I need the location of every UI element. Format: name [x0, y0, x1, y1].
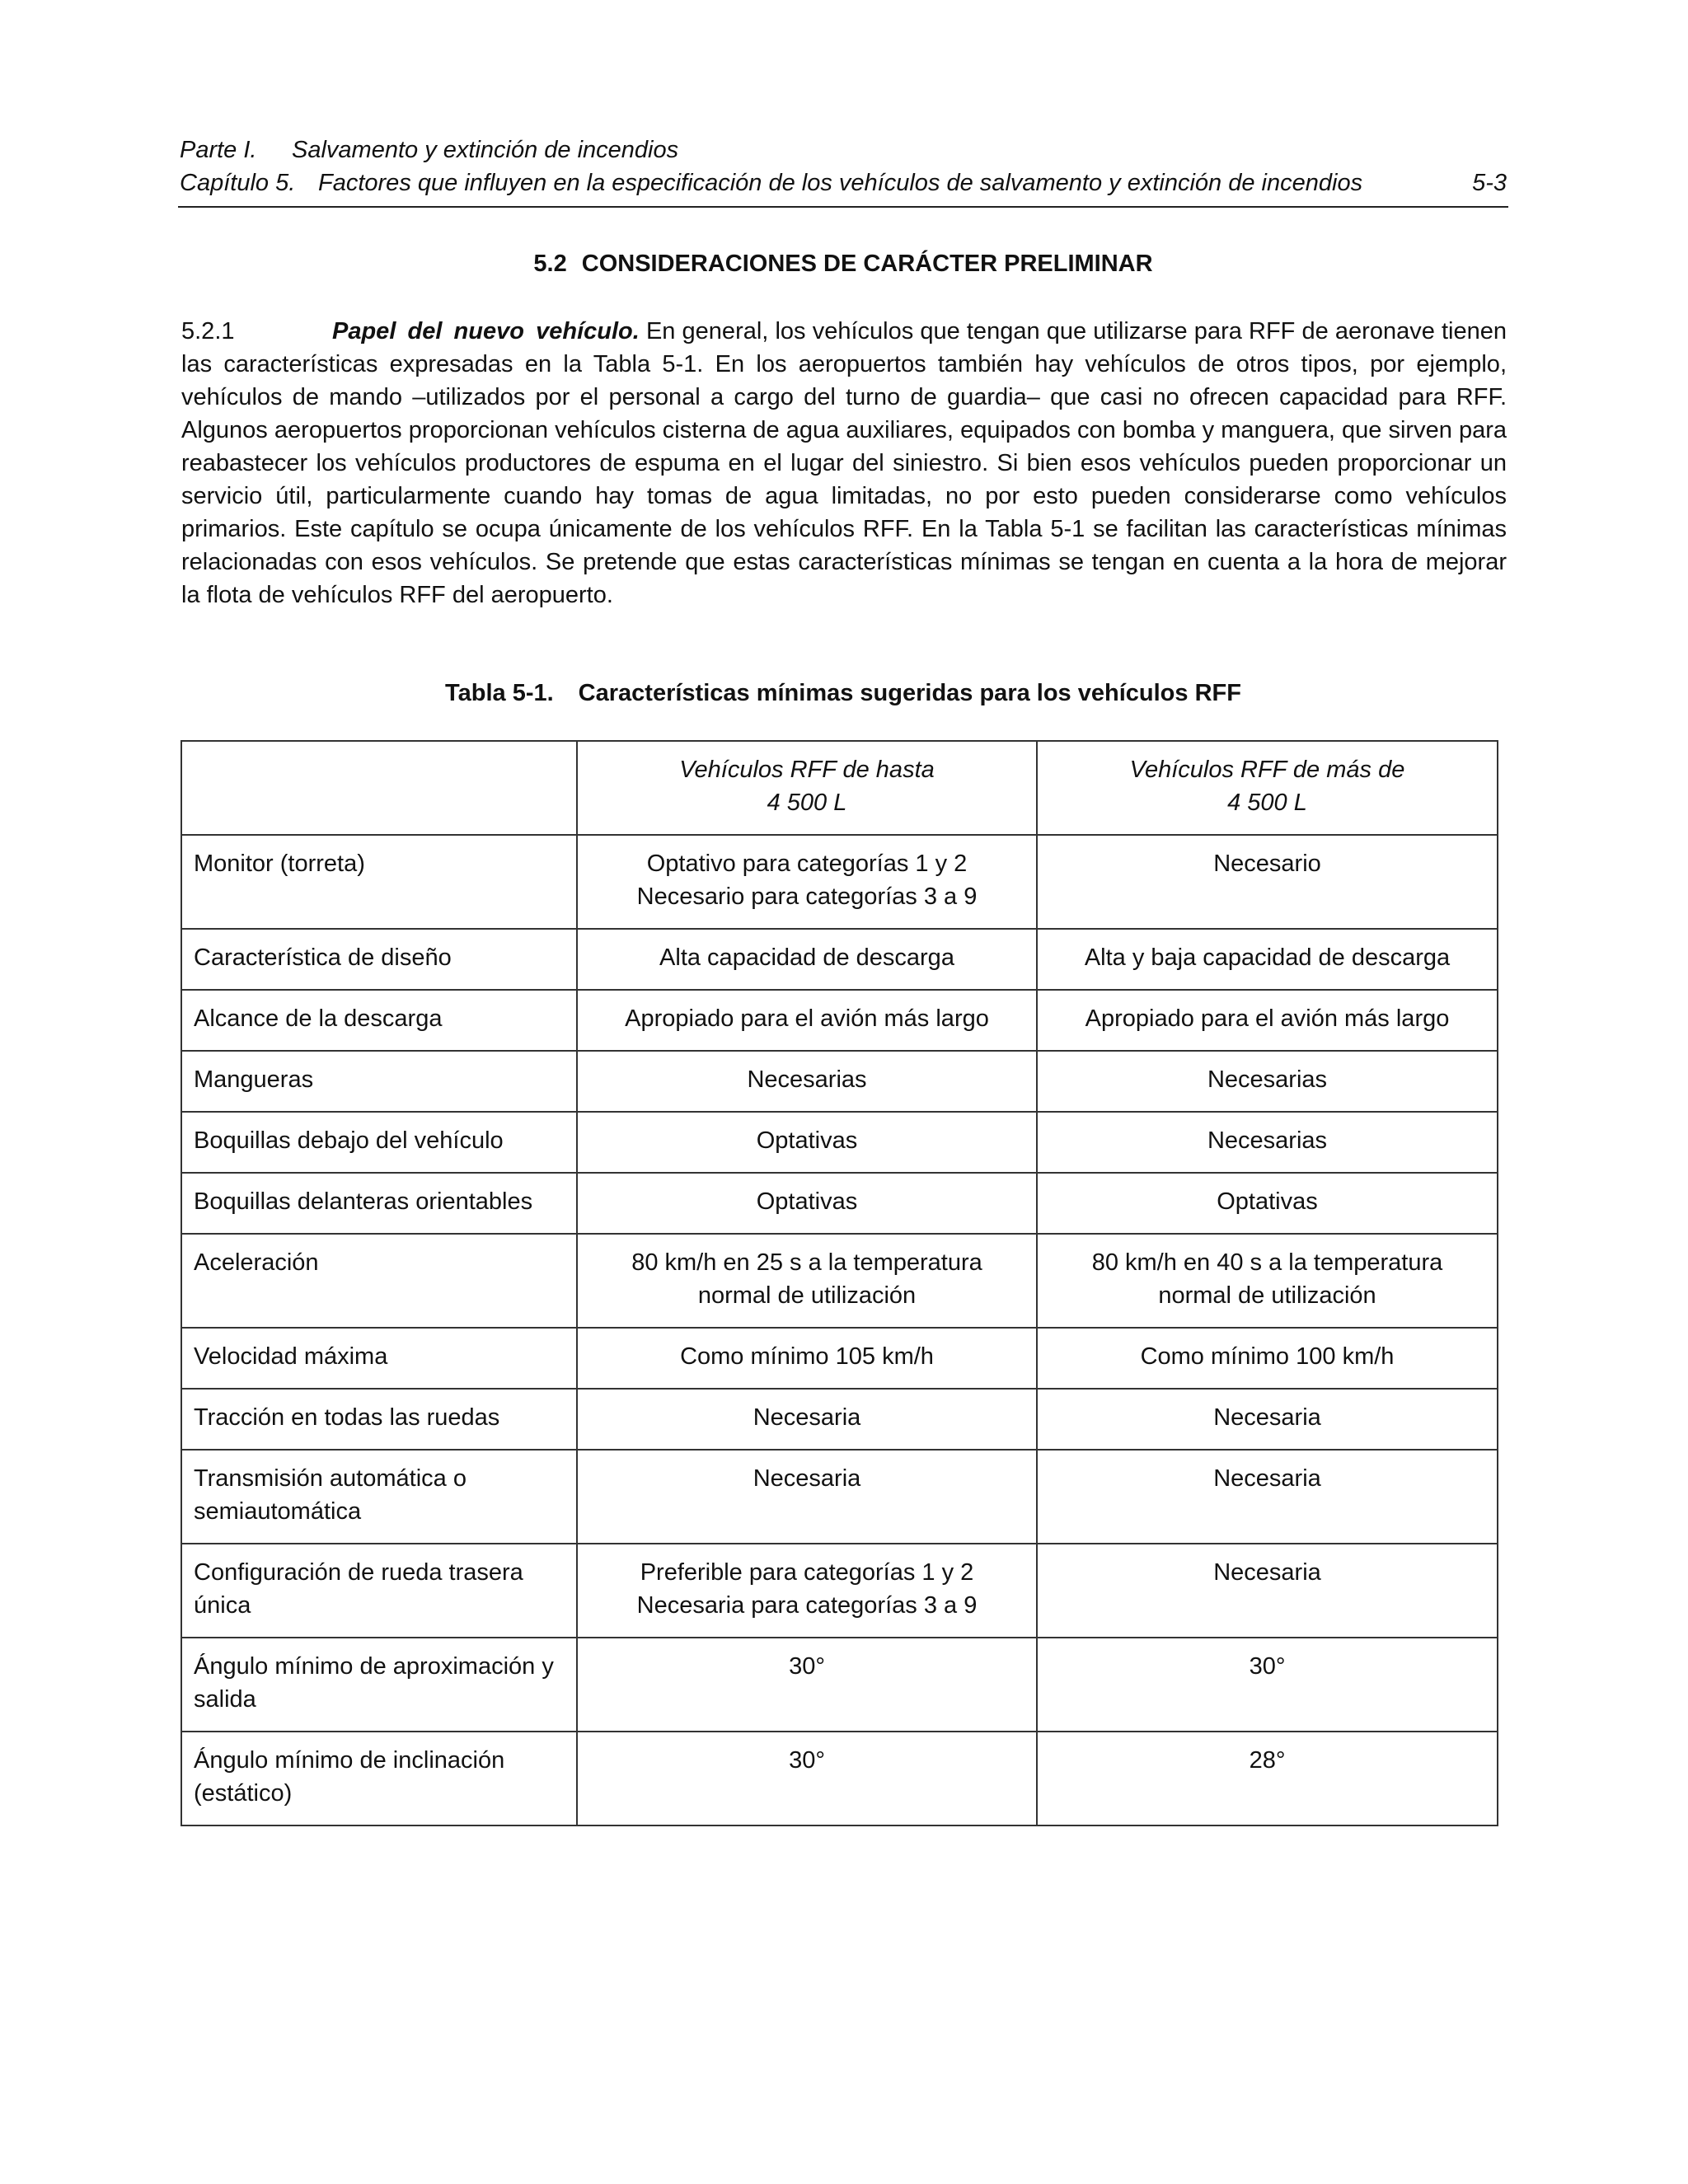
cell-up-to-4500 [577, 1638, 1037, 1732]
cell-line: normal de utilización [697, 1282, 917, 1309]
header-small-line2: 4 500 L [767, 790, 847, 816]
header-part-title: Salvamento y extinción de incendios [292, 137, 679, 163]
row-label: Aceleración [181, 1234, 577, 1328]
cell-up-to-4500 [577, 1389, 1037, 1450]
specifications-table [181, 740, 1498, 1826]
cell-line: Necesaria [1213, 1559, 1321, 1586]
cell-line: Necesarias [747, 1066, 867, 1093]
header-chapter-title: Factores que influyen en la especificación de los vehículos de salvamento y extinción de incendios [318, 170, 1363, 196]
cell-up-to-4500 [577, 835, 1037, 929]
header-rule [178, 206, 1508, 208]
table-row [181, 1112, 1498, 1173]
paragraph-number: 5.2.1 [181, 318, 235, 344]
cell-line: 80 km/h en 25 s a la temperatura [631, 1249, 982, 1276]
cell-over-4500 [1037, 1389, 1498, 1450]
cell-over-4500 [1037, 1544, 1498, 1638]
cell-line: Preferible para categorías 1 y 2 [640, 1559, 974, 1586]
header-part-line [180, 134, 1507, 166]
cell-line: Como mínimo 100 km/h [1140, 1343, 1395, 1370]
table-caption-number: Tabla 5-1. [445, 680, 554, 706]
cell-over-4500 [1037, 1638, 1498, 1732]
cell-line: Necesario [1213, 851, 1321, 877]
header-part-label: Parte I. [180, 137, 257, 163]
table-row [181, 1328, 1498, 1389]
table-row [181, 835, 1498, 929]
header-large-line1: Vehículos RFF de más de [1129, 757, 1405, 783]
cell-line: 30° [789, 1653, 825, 1680]
cell-line: 30° [1249, 1653, 1286, 1680]
cell-over-4500 [1037, 1450, 1498, 1544]
cell-line: Apropiado para el avión más largo [1085, 1005, 1450, 1032]
cell-line: Optativas [756, 1188, 858, 1215]
cell-line: Necesario para categorías 3 a 9 [636, 883, 978, 910]
row-label: Ángulo mínimo de aproximación y salida [181, 1638, 577, 1732]
header-chapter-line [180, 166, 1507, 199]
row-label: Boquillas debajo del vehículo [181, 1112, 577, 1173]
header-small-line1: Vehículos RFF de hasta [679, 757, 935, 783]
cell-up-to-4500 [577, 1234, 1037, 1328]
cell-over-4500 [1037, 835, 1498, 929]
cell-up-to-4500 [577, 1173, 1037, 1234]
cell-up-to-4500 [577, 929, 1037, 990]
cell-line: Alta y baja capacidad de descarga [1084, 944, 1451, 971]
page-header [180, 134, 1507, 199]
table-header-empty [181, 741, 577, 835]
row-label: Monitor (torreta) [181, 835, 577, 929]
cell-line: Optativo para categorías 1 y 2 [646, 851, 968, 877]
row-label: Tracción en todas las ruedas [181, 1389, 577, 1450]
cell-line: Necesarias [1207, 1127, 1328, 1154]
cell-over-4500 [1037, 1732, 1498, 1825]
cell-line: Optativas [1217, 1188, 1318, 1215]
table-caption [180, 677, 1507, 710]
cell-over-4500 [1037, 1112, 1498, 1173]
cell-line: Necesaria [1213, 1404, 1321, 1431]
cell-line: 80 km/h en 40 s a la temperatura [1091, 1249, 1443, 1276]
cell-line: Necesaria [753, 1404, 861, 1431]
table-row [181, 1234, 1498, 1328]
cell-up-to-4500 [577, 1328, 1037, 1389]
table-row [181, 1732, 1498, 1825]
cell-over-4500 [1037, 1234, 1498, 1328]
table-row [181, 1450, 1498, 1544]
cell-line: 30° [789, 1747, 825, 1774]
cell-line: Necesaria [753, 1465, 861, 1492]
cell-line: Necesaria para categorías 3 a 9 [636, 1592, 978, 1619]
table-row [181, 1389, 1498, 1450]
cell-over-4500 [1037, 1173, 1498, 1234]
header-large-line2: 4 500 L [1227, 790, 1307, 816]
header-chapter-label: Capítulo 5. [180, 170, 296, 196]
table-row [181, 990, 1498, 1051]
cell-up-to-4500 [577, 1732, 1037, 1825]
table-row [181, 1544, 1498, 1638]
paragraph-5-2-1 [181, 315, 1507, 612]
cell-line: 28° [1249, 1747, 1286, 1774]
page-number: 5-3 [1472, 170, 1507, 196]
cell-up-to-4500 [577, 1112, 1037, 1173]
section-number: 5.2 [533, 251, 567, 277]
cell-line: Necesaria [1213, 1465, 1321, 1492]
row-label: Mangueras [181, 1051, 577, 1112]
table-header-small-vehicles [577, 741, 1037, 835]
cell-line: Optativas [756, 1127, 858, 1154]
cell-line: normal de utilización [1158, 1282, 1376, 1309]
cell-over-4500 [1037, 990, 1498, 1051]
table-row [181, 1638, 1498, 1732]
row-label: Velocidad máxima [181, 1328, 577, 1389]
cell-line: Como mínimo 105 km/h [680, 1343, 934, 1370]
row-label: Alcance de la descarga [181, 990, 577, 1051]
table-row [181, 1173, 1498, 1234]
table-caption-title: Características mínimas sugeridas para los vehículos RFF [578, 680, 1241, 706]
cell-over-4500 [1037, 929, 1498, 990]
cell-up-to-4500 [577, 990, 1037, 1051]
cell-over-4500 [1037, 1051, 1498, 1112]
cell-line: Apropiado para el avión más largo [625, 1005, 989, 1032]
paragraph-text: En general, los vehículos que tengan que utilizarse para RFF de aeronave tienen las características expresadas en la Tabla 5-1. En los aeropuertos también hay vehículos de otros tipos, por ejemplo, vehículos de mando –utilizados por el personal a cargo del turno de guardia– que casi no ofrecen capacidad para RFF. Algunos aeropuertos proporcionan vehículos cisterna de agua auxiliares, equipados con bomba y manguera, que sirven para reabastecer los vehículos productores de espuma en el lugar del siniestro. Si bien esos vehículos pueden proporcionar un servicio útil, particularmente cuando hay tomas de agua limitadas, no por esto pueden considerarse como vehículos primarios. Este capítulo se ocupa únicamente de los vehículos RFF. En la Tabla 5-1 se facilitan las características mínimas relacionadas con esos vehículos. Se pretende que estas características mínimas se tengan en cuenta a la hora de mejorar la flota de vehículos RFF del aeropuerto. [181, 318, 1507, 608]
row-label: Boquillas delanteras orientables [181, 1173, 577, 1234]
cell-up-to-4500 [577, 1051, 1037, 1112]
table-row [181, 1051, 1498, 1112]
section-heading [180, 247, 1507, 280]
row-label: Característica de diseño [181, 929, 577, 990]
cell-up-to-4500 [577, 1544, 1037, 1638]
table-header-large-vehicles [1037, 741, 1498, 835]
row-label: Transmisión automática o semiautomática [181, 1450, 577, 1544]
table-header-row [181, 741, 1498, 835]
paragraph-title: Papel del nuevo vehículo. [332, 318, 640, 344]
row-label: Ángulo mínimo de inclinación (estático) [181, 1732, 577, 1825]
cell-over-4500 [1037, 1328, 1498, 1389]
cell-up-to-4500 [577, 1450, 1037, 1544]
cell-line: Alta capacidad de descarga [659, 944, 954, 971]
table-row [181, 929, 1498, 990]
row-label: Configuración de rueda trasera única [181, 1544, 577, 1638]
cell-line: Necesarias [1207, 1066, 1328, 1093]
section-title: CONSIDERACIONES DE CARÁCTER PRELIMINAR [581, 251, 1153, 277]
